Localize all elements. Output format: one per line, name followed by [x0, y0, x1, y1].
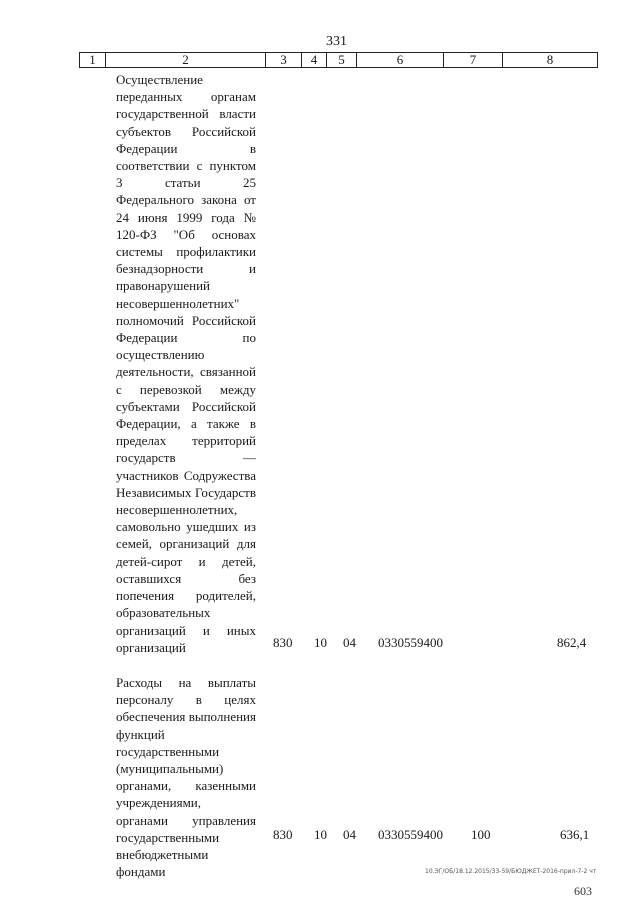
column-header-3: 3 [266, 53, 302, 68]
column-header-8: 8 [503, 53, 598, 68]
row-2-ministry: 830 [273, 827, 293, 842]
row-1-subsection: 04 [343, 635, 356, 650]
page-number: 331 [326, 34, 347, 49]
row-2-amount: 636,1 [560, 827, 590, 842]
row-1-ministry: 830 [273, 635, 293, 650]
column-header-5: 5 [327, 53, 357, 68]
column-header-4: 4 [302, 53, 327, 68]
row-1-section: 10 [314, 635, 327, 650]
row-2-expense-type: 100 [471, 827, 491, 842]
row-2-description: Расходы на выплаты персоналу в целях обеспечения выполнения функций государственными (муниципальными) органами, казенными учреждениями, органами управления государственными внебюджетными фондами [116, 675, 256, 880]
column-header-7: 7 [444, 53, 503, 68]
footer-sheet-number: 603 [574, 884, 592, 898]
row-1-amount: 862,4 [557, 635, 587, 650]
row-2-subsection: 04 [343, 827, 356, 842]
column-header-2: 2 [106, 53, 266, 68]
column-header-6: 6 [357, 53, 444, 68]
footer-document-code: 10.ЭГ/ОБ/18.12.2015/33-59/БЮДЖЕТ-2016-прил-7-2 чт [425, 868, 597, 875]
row-2-target: 0330559400 [378, 827, 443, 842]
row-1-description: Осуществление переданных органам государственной власти субъектов Российской Федерации в соответствии с пунктом 3 статьи 25 Федерального закона от 24 июня 1999 года № 120-ФЗ "Об основах системы профилактики безнадзорности и правонарушений несовершеннолетних" полномочий Российской Федерации по осуществлению деятельности, связанной с перевозкой между субъектами Российской Федерации, а также в пределах территорий государств — участников Содружества Независимых Государств несовершеннолетних, самовольно ушедших из семей, организаций для детей-сирот и детей, оставшихся без попечения родителей, образовательных организаций и иных организаций [116, 72, 256, 655]
row-1-target: 0330559400 [378, 635, 443, 650]
column-header-table [79, 52, 598, 68]
column-header-1: 1 [80, 53, 106, 68]
row-2-section: 10 [314, 827, 327, 842]
column-header-row [80, 53, 598, 68]
